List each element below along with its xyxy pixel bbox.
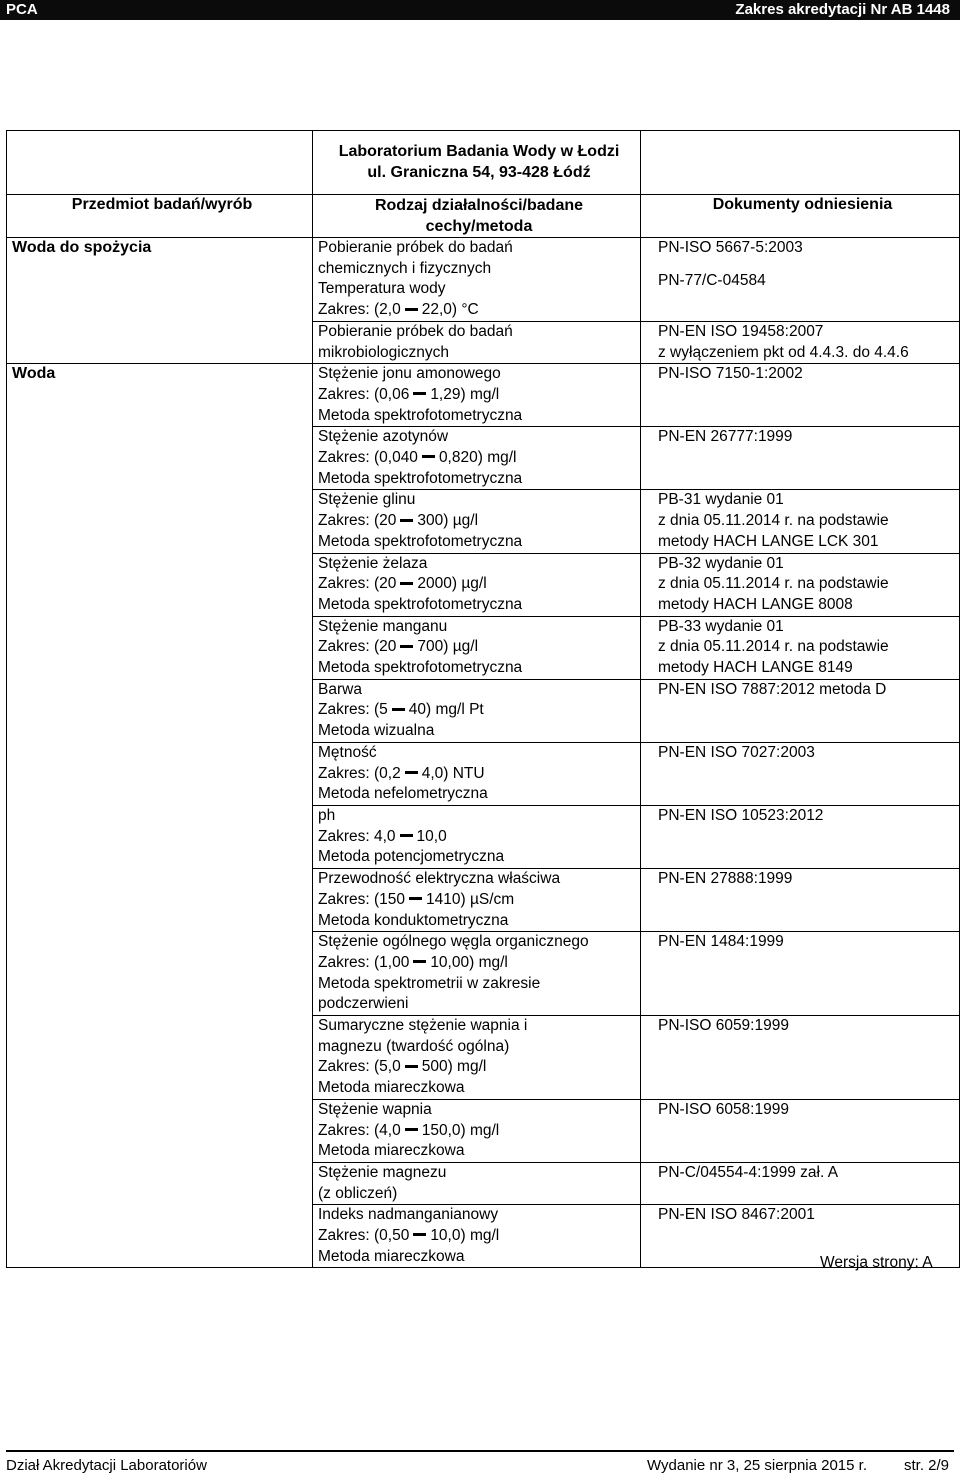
activity-ph: ph Zakres: 4,0 10,0 Metoda potencjometryczna: [313, 805, 641, 868]
product-water: Woda: [7, 364, 313, 1268]
footer-page-number: str. 2/9: [904, 1457, 950, 1474]
lab-name: Laboratorium Badania Wody w Łodzi: [338, 143, 620, 160]
document-wegiel: PN-EN 1484:1999: [641, 932, 960, 1016]
document-azotyny: PN-EN 26777:1999: [641, 427, 960, 490]
document-ph: PN-EN ISO 10523:2012: [641, 805, 960, 868]
footer-department: Dział Akredytacji Laboratoriów: [6, 1457, 207, 1474]
document-sampling-micro: PN-EN ISO 19458:2007 z wyłączeniem pkt od 4.4.3. do 4.4.6: [641, 321, 960, 363]
document-zelazo: PB-32 wydanie 01 z dnia 05.11.2014 r. na podstawie metody HACH LANGE 8008: [641, 553, 960, 616]
column-header-product: Przedmiot badań/wyrób: [7, 195, 313, 238]
product-drinking-water: Woda do spożycia: [7, 238, 313, 364]
page-version: Wersja strony: A: [820, 1254, 933, 1271]
column-header-documents: Dokumenty odniesienia: [641, 195, 960, 238]
header-org: PCA: [6, 1, 38, 18]
activity-glin: Stężenie glinu Zakres: (20 300) µg/l Metoda spektrofotometryczna: [313, 490, 641, 553]
activity-azotyny: Stężenie azotynów Zakres: (0,040 0,820) mg/l Metoda spektrofotometryczna: [313, 427, 641, 490]
document-glin: PB-31 wydanie 01 z dnia 05.11.2014 r. na podstawie metody HACH LANGE LCK 301: [641, 490, 960, 553]
document-amonowy: PN-ISO 7150-1:2002: [641, 364, 960, 427]
lab-info: [313, 131, 641, 195]
activity-wegiel: Stężenie ogólnego węgla organicznego Zakres: (1,00 10,00) mg/l Metoda spektrometrii w zakresie podczerwieni: [313, 932, 641, 1016]
column-header-activity: Rodzaj działalności/badane cechy/metoda: [313, 195, 641, 238]
document-mangan: PB-33 wydanie 01 z dnia 05.11.2014 r. na podstawie metody HACH LANGE 8149: [641, 616, 960, 679]
header-scope-title: Zakres akredytacji Nr AB 1448: [735, 1, 950, 18]
activity-zelazo: Stężenie żelaza Zakres: (20 2000) µg/l Metoda spektrofotometryczna: [313, 553, 641, 616]
activity-sampling-chem: Pobieranie próbek do badań chemicznych i fizycznych Temperatura wody Zakres: (2,0 22,0) °C: [313, 238, 641, 322]
activity-metnosc: Mętność Zakres: (0,2 4,0) NTU Metoda nefelometryczna: [313, 742, 641, 805]
document-wapn: PN-ISO 6058:1999: [641, 1099, 960, 1162]
footer-edition: Wydanie nr 3, 25 sierpnia 2015 r.: [647, 1457, 867, 1474]
table-row: [7, 364, 960, 427]
activity-barwa: Barwa Zakres: (5 40) mg/l Pt Metoda wizualna: [313, 679, 641, 742]
document-nadmanganian: PN-EN ISO 8467:2001: [641, 1205, 960, 1268]
document-metnosc: PN-EN ISO 7027:2003: [641, 742, 960, 805]
activity-magnez: Stężenie magnezu (z obliczeń): [313, 1162, 641, 1204]
activity-mangan: Stężenie manganu Zakres: (20 700) µg/l Metoda spektrofotometryczna: [313, 616, 641, 679]
document-sampling-chem: PN-ISO 5667-5:2003 PN-77/C-04584: [641, 238, 960, 322]
accreditation-scope-table: [6, 130, 960, 1268]
lab-address: ul. Graniczna 54, 93-428 Łódź: [367, 164, 591, 181]
document-twardosc: PN-ISO 6059:1999: [641, 1016, 960, 1100]
document-przewodnosc: PN-EN 27888:1999: [641, 869, 960, 932]
activity-sampling-micro: Pobieranie próbek do badań mikrobiologicznych: [313, 321, 641, 363]
document-barwa: PN-EN ISO 7887:2012 metoda D: [641, 679, 960, 742]
activity-wapn: Stężenie wapnia Zakres: (4,0 150,0) mg/l Metoda miareczkowa: [313, 1099, 641, 1162]
activity-twardosc: Sumaryczne stężenie wapnia i magnezu (twardość ogólna) Zakres: (5,0 500) mg/l Metoda miareczkowa: [313, 1016, 641, 1100]
footer-divider: [6, 1450, 954, 1452]
lab-row: [7, 131, 960, 195]
activity-przewodnosc: Przewodność elektryczna właściwa Zakres: (150 1410) µS/cm Metoda konduktometryczna: [313, 869, 641, 932]
column-header-row: [7, 195, 960, 238]
document-magnez: PN-C/04554-4:1999 zał. A: [641, 1162, 960, 1204]
activity-amonowy: Stężenie jonu amonowego Zakres: (0,06 1,29) mg/l Metoda spektrofotometryczna: [313, 364, 641, 427]
activity-nadmanganian: Indeks nadmanganianowy Zakres: (0,50 10,0) mg/l Metoda miareczkowa: [313, 1205, 641, 1268]
page-header: [0, 0, 960, 20]
table-row: [7, 238, 960, 322]
